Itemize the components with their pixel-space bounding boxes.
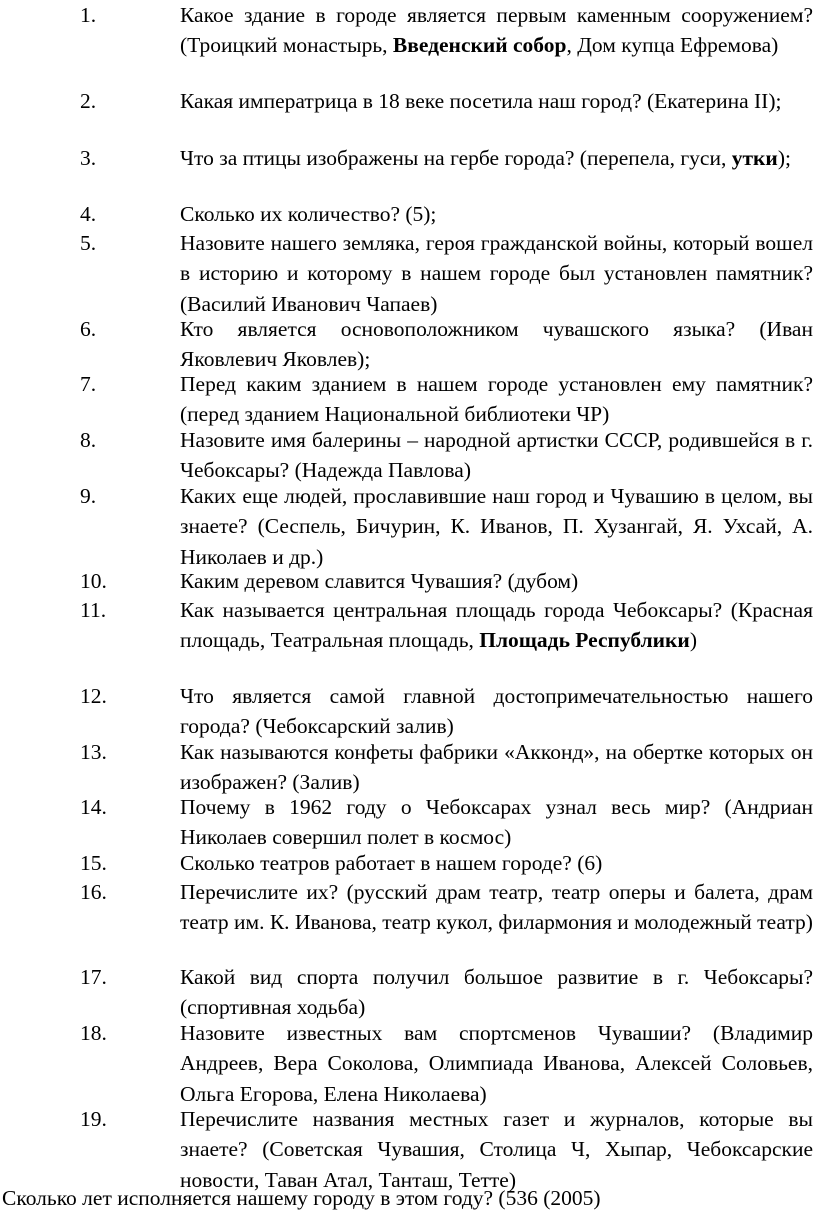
question-text xyxy=(180,1018,813,1109)
question-text-run: Каким деревом славится Чувашия? (дубом) xyxy=(180,569,579,593)
question-number: 5. xyxy=(80,231,97,255)
question-text xyxy=(180,792,813,853)
question-text xyxy=(180,199,813,229)
question-text-run: Кто является основоположником чувашского языка? (Иван Яковлевич Яковлев); xyxy=(180,317,813,372)
question-number: 18. xyxy=(80,1021,107,1045)
question-text-run: Какое здание в городе является первым каменным сооружением? (Троицкий монастырь, xyxy=(180,3,813,58)
question-text xyxy=(180,86,813,116)
question-text xyxy=(180,143,813,173)
question-text-run: Перечислите названия местных газет и журналов, которые вы знаете? (Советская Чувашия, Столица Ч, Хыпар, Чебоксарские новости, Таван Атал, Танташ, Тетте) xyxy=(180,1107,813,1192)
question-text xyxy=(180,369,813,430)
question-number: 15. xyxy=(80,851,107,875)
question-number: 14. xyxy=(80,795,107,819)
question-number: 19. xyxy=(80,1107,107,1131)
question-number: 9. xyxy=(80,484,97,508)
question-text xyxy=(180,962,813,1023)
question-text xyxy=(180,737,813,798)
question-number: 4. xyxy=(80,202,97,226)
question-text xyxy=(180,425,813,486)
question-text xyxy=(180,595,813,656)
question-text xyxy=(180,566,813,596)
question-text-run: Назовите имя балерины – народной артистки СССР, родившейся в г. Чебоксары? (Надежда Павлова) xyxy=(180,428,813,483)
question-text xyxy=(180,681,813,742)
question-text-run: Что является самой главной достопримечательностью нашего города? (Чебоксарский залив) xyxy=(180,684,813,739)
question-number: 13. xyxy=(80,740,107,764)
question-text-run: Перечислите их? (русский драм театр, театр оперы и балета, драм театр им. К. Иванова, театр кукол, филармония и молодежный театр) xyxy=(180,880,813,935)
question-text xyxy=(180,877,813,938)
question-text xyxy=(180,314,813,375)
question-text-run: Почему в 1962 году о Чебоксарах узнал весь мир? (Андриан Николаев совершил полет в космос) xyxy=(180,795,813,850)
question-number: 12. xyxy=(80,684,107,708)
question-text-run: Как называется центральная площадь города Чебоксары? (Красная площадь, Театральная площадь, xyxy=(180,598,813,653)
question-text-run: Какая императрица в 18 веке посетила наш город? (Екатерина II); xyxy=(180,89,782,113)
question-text-run: Какой вид спорта получил большое развитие в г. Чебоксары? (спортивная ходьба) xyxy=(180,965,813,1020)
question-number: 11. xyxy=(80,598,107,622)
question-number: 6. xyxy=(80,317,97,341)
question-text-run: ); xyxy=(777,146,791,170)
question-text-run: Назовите нашего земляка, героя гражданской войны, который вошел в историю и которому в нашем городе был установлен памятник? (Василий Иванович Чапаев) xyxy=(180,231,813,316)
answer-highlight: Площадь Республики xyxy=(479,628,690,653)
question-text xyxy=(180,1104,813,1195)
question-text-run: Каких еще людей, прославившие наш город и Чувашию в целом, вы знаете? (Сеспель, Бичурин, К. Иванов, П. Хузангай, Я. Ухсай, А. Николаев и др.) xyxy=(180,484,813,569)
question-number: 16. xyxy=(80,880,107,904)
question-number: 8. xyxy=(80,428,97,452)
question-text xyxy=(180,481,813,572)
answer-highlight: Введенский собор xyxy=(392,33,567,58)
question-text xyxy=(180,0,813,61)
question-text-run: Что за птицы изображены на гербе города? (перепела, гуси, xyxy=(180,146,732,170)
question-text-run: Как называются конфеты фабрики «Акконд», на обертке которых он изображен? (Залив) xyxy=(180,740,813,795)
question-number: 10. xyxy=(80,569,107,593)
question-text-run: Сколько их количество? (5); xyxy=(180,202,437,226)
question-text xyxy=(180,848,813,878)
question-text-run: Перед каким зданием в нашем городе установлен ему памятник? (перед зданием Национальной библиотеки ЧР) xyxy=(180,372,813,427)
question-number: 17. xyxy=(80,965,107,989)
question-text-run: Сколько театров работает в нашем городе? (6) xyxy=(180,851,603,875)
question-text-run: Назовите известных вам спортсменов Чувашии? (Владимир Андреев, Вера Соколова, Олимпиада Иванова, Алексей Соловьев, Ольга Егорова, Елена Николаева) xyxy=(180,1021,813,1106)
question-number: 1. xyxy=(80,3,97,27)
question-text xyxy=(180,228,813,319)
answer-highlight: утки xyxy=(731,146,778,170)
question-number: 2. xyxy=(80,89,97,113)
question-text-run: , Дом купца Ефремова) xyxy=(566,33,779,58)
question-number: 7. xyxy=(80,372,97,396)
question-text-run: ) xyxy=(689,628,697,653)
closing-question: Сколько лет исполняется нашему городу в этом году? (536 (2005) xyxy=(2,1186,601,1210)
question-number: 3. xyxy=(80,146,97,170)
